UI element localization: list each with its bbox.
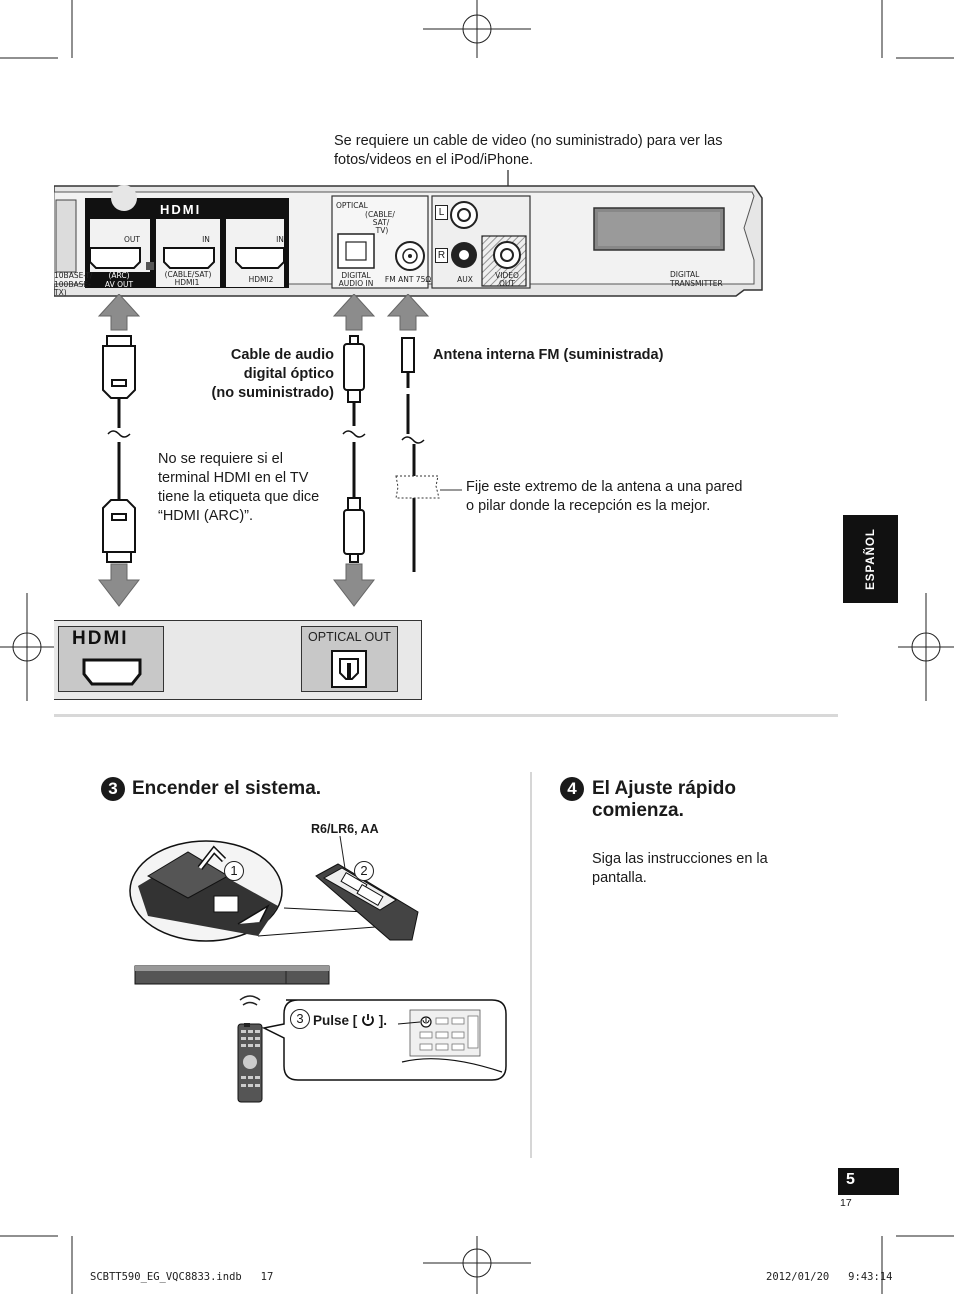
sub-step-1: 1 <box>224 861 244 881</box>
step4-number-badge: 4 <box>560 777 584 801</box>
page-number-box <box>838 1168 899 1195</box>
language-tab-label: ESPAÑOL <box>864 528 877 590</box>
power-icon <box>361 1013 375 1027</box>
tv-optical-out-label: OPTICAL OUT <box>308 630 391 644</box>
video-cable-note <box>334 132 804 170</box>
hdmi-arc-note-line4: “HDMI (ARC)”. <box>158 508 254 524</box>
panel-video-b: OUT <box>499 279 515 288</box>
panel-in1-label: IN <box>202 235 210 244</box>
panel-dai-a: DIGITAL <box>341 271 371 280</box>
panel-cable-sat: (CABLE/SAT) <box>164 270 212 279</box>
step4-body-line2: pantalla. <box>592 870 647 886</box>
page-sub-number: 17 <box>840 1197 852 1209</box>
tv-hdmi-logo: HDMI <box>72 628 129 649</box>
optical-cable-label-line1: Cable de audio <box>230 347 334 363</box>
step3-number-badge: 3 <box>101 777 125 801</box>
panel-out-label: OUT <box>124 235 140 244</box>
panel-cst-b: SAT/ <box>372 218 390 227</box>
panel-hdmi1: HDMI1 <box>174 278 200 287</box>
pulse-text-b: ]. <box>378 1013 388 1028</box>
panel-hdmi2: HDMI2 <box>248 275 274 284</box>
optical-cable-label-line2: digital óptico <box>243 366 334 382</box>
pulse-text-a: Pulse [ <box>313 1013 358 1028</box>
antenna-note <box>466 478 796 516</box>
panel-r-label: R <box>435 248 448 263</box>
panel-video-a: VIDEO <box>495 271 519 280</box>
section-divider <box>54 714 838 717</box>
panel-cst-a: (CABLE/ <box>365 210 395 219</box>
panel-hdmi-logo: HDMI <box>160 202 202 217</box>
hdmi-arc-note-line2: terminal HDMI en el TV <box>158 470 309 486</box>
panel-dt-a: DIGITAL <box>670 270 700 279</box>
step4-body <box>592 850 812 888</box>
hdmi-arc-note-line1: No se requiere si el <box>158 451 283 467</box>
remote-battery-illustration <box>128 836 428 946</box>
step4-title-line1: El Ajuste rápido <box>592 778 736 799</box>
hdmi-arc-note-line3: tiene la etiqueta que dice <box>158 489 320 505</box>
panel-arc-b: AV OUT <box>104 280 134 289</box>
footer-file-info: SCBTT590_EG_VQC8833.indb 17 <box>90 1271 274 1283</box>
step4-body-line1: Siga las instrucciones en la <box>592 851 768 867</box>
video-cable-note-line2: fotos/videos en el iPod/iPhone. <box>334 152 534 168</box>
panel-lan-a: 10BASE-T/ <box>54 271 93 280</box>
panel-fm-ant: FM ANT 75Ω <box>384 275 432 284</box>
main-unit-illustration <box>134 964 332 986</box>
language-tab <box>843 515 898 603</box>
panel-dai-b: AUDIO IN <box>338 279 374 288</box>
fm-antenna-label: Antena interna FM (suministrada) <box>433 347 664 363</box>
battery-label: R6/LR6, AA <box>311 822 379 836</box>
step4-title-line2: comienza. <box>592 800 684 821</box>
page-number: 5 <box>846 1171 855 1188</box>
tv-optical-port-icon <box>330 649 370 689</box>
optical-cable-label-line3: (no suministrado) <box>211 385 334 401</box>
remote-indicator-dot <box>244 1023 250 1027</box>
optical-cable-label <box>180 346 334 403</box>
panel-aux: AUX <box>457 275 473 284</box>
step4-title <box>592 778 736 822</box>
sub-step-2: 2 <box>354 861 374 881</box>
panel-arc-a: (ARC) <box>108 271 130 280</box>
antenna-note-line2: o pilar donde la recepción es la mejor. <box>466 498 711 514</box>
antenna-note-leader <box>440 486 464 496</box>
panel-cst-c: TV) <box>375 226 389 235</box>
panel-lan-b: 100BASE-TX) <box>54 280 91 297</box>
video-cable-note-line1: Se requiere un cable de video (no suministrado) para ver las <box>334 133 723 149</box>
panel-dt-b: TRANSMITTER <box>670 279 723 288</box>
footer-timestamp: 2012/01/20 9:43:14 <box>766 1271 893 1283</box>
pulse-instruction <box>313 1013 387 1028</box>
column-divider <box>530 772 532 1158</box>
sub-step-3: 3 <box>290 1009 310 1029</box>
panel-in2-label: IN <box>276 235 284 244</box>
step3-title: Encender el sistema. <box>132 778 322 799</box>
antenna-note-line1: Fije este extremo de la antena a una pared <box>466 479 743 495</box>
panel-l-label: L <box>435 205 448 220</box>
hdmi-arc-note <box>158 450 348 526</box>
panel-optical: OPTICAL <box>336 201 368 210</box>
tv-hdmi-port-icon <box>82 658 142 686</box>
